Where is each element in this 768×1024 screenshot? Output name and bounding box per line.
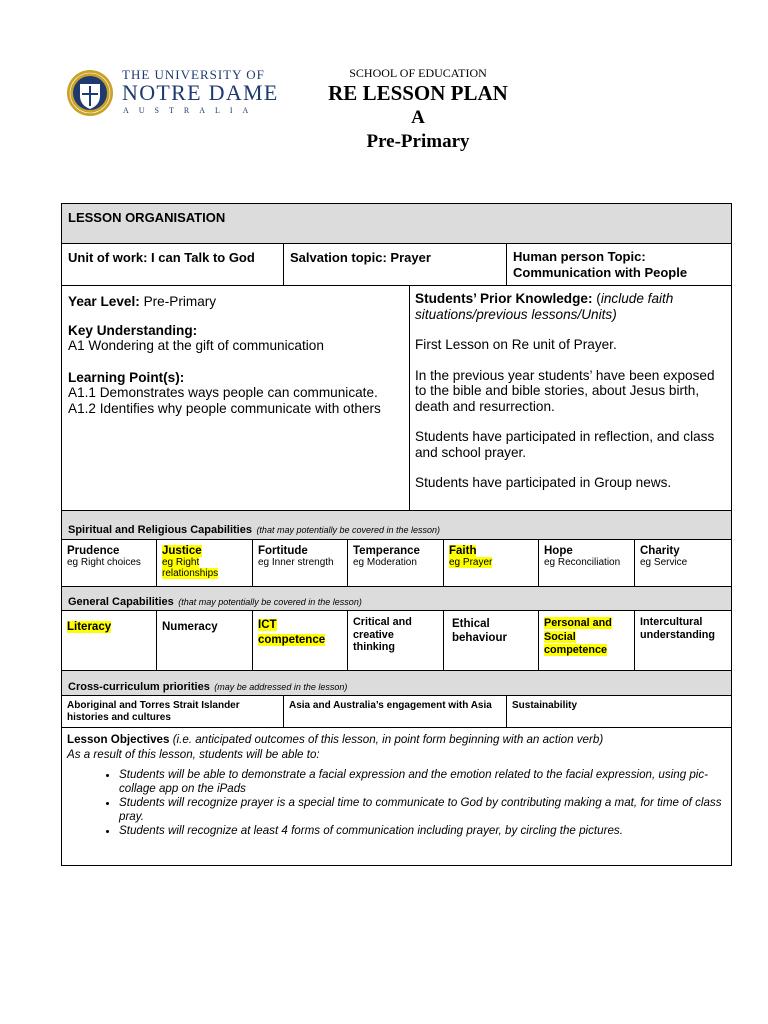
capability-example: eg Inner strength [258, 557, 334, 568]
learning-point: A1.1 Demonstrates ways people can communicate. [68, 385, 378, 400]
objective-item: • Students will recognize at least 4 forms of communication including prayer, by circling the pictures. [119, 824, 726, 838]
general-capability: ICT competence [258, 619, 326, 646]
learning-points-label: Learning Point(s): [68, 369, 185, 385]
priority-aboriginal [62, 696, 284, 728]
human-topic-label: Human person Topic: [513, 249, 646, 264]
objectives-intro: As a result of this lesson, students will be able to: [67, 747, 320, 761]
spiritual-capabilities-note: (that may potentially be covered in the lesson) [256, 525, 441, 535]
crest-icon [66, 64, 114, 122]
capability-example: eg Prayer [449, 557, 493, 568]
general-critical-thinking [348, 611, 444, 671]
cross-curriculum-note: (may be addressed in the lesson) [214, 682, 348, 692]
spiritual-capabilities-title: Spiritual and Religious Capabilities [68, 524, 252, 536]
logo-line-3: AUSTRALIA [123, 106, 259, 115]
plan-letter: A [411, 107, 425, 128]
prior-paragraph: First Lesson on Re unit of Prayer. [415, 337, 617, 352]
general-capability: Intercultural understanding [640, 616, 715, 641]
university-logo [66, 64, 281, 122]
cross-curriculum-header [62, 671, 731, 696]
priority-sustainability [507, 696, 731, 728]
general-personal-social [539, 611, 635, 671]
prior-knowledge-label: Students’ Prior Knowledge: [415, 291, 593, 306]
capability-name: Justice [162, 545, 202, 557]
logo-line-2: NOTRE DAME [122, 80, 279, 105]
capability-name: Prudence [67, 545, 120, 557]
general-capabilities-note: (that may potentially be covered in the lesson) [178, 597, 362, 607]
learning-details-cell [62, 286, 410, 511]
capability-fortitude [253, 540, 348, 587]
capability-charity [635, 540, 731, 587]
salvation-topic-cell [284, 244, 507, 286]
document-title: RE LESSON PLAN [328, 81, 508, 105]
capability-faith [444, 540, 539, 587]
capability-name: Faith [449, 545, 477, 557]
general-intercultural [635, 611, 731, 671]
prior-knowledge-note: situations/previous lessons/Units) [415, 306, 617, 322]
salvation-topic: Salvation topic: Prayer [290, 250, 431, 265]
year-level-value: Pre-Primary [139, 294, 217, 309]
capability-name: Fortitude [258, 545, 308, 557]
prior-paragraph: Students have participated in reflection, and class and school prayer. [415, 429, 715, 460]
capability-prudence [62, 540, 157, 587]
prior-paragraph: Students have participated in Group news. [415, 475, 672, 490]
logo-line-1: THE UNIVERSITY OF [122, 67, 265, 82]
objectives-label: Lesson Objectives [67, 733, 170, 746]
capability-example: eg Reconciliation [544, 557, 621, 568]
lesson-plan-table [61, 203, 732, 866]
capability-hope [539, 540, 635, 587]
priority-asia [284, 696, 507, 728]
year-level-label: Year Level: [68, 294, 140, 309]
key-understanding-value: A1 Wondering at the gift of communication [68, 338, 324, 353]
objectives-list [67, 768, 726, 838]
capability-name: Hope [544, 545, 573, 557]
general-capability: Critical and creative thinking [353, 616, 412, 653]
general-capability: Personal and Social competence [544, 617, 612, 656]
lesson-objectives-cell [62, 728, 731, 865]
objective-item: • Students will recognize prayer is a special time to communicate to God by contributing making a mat, for time of class pray. [119, 796, 726, 824]
prior-knowledge-note: include faith [600, 291, 674, 306]
prior-paragraph: In the previous year students’ have been exposed to the bible and bible stories, about Jesus birth, death and resurrection. [415, 367, 715, 414]
general-capability: Ethical behaviour [452, 618, 507, 644]
general-ethical-behaviour [444, 611, 539, 671]
spiritual-capabilities-header [62, 511, 731, 540]
capability-name: Charity [640, 545, 680, 557]
lesson-organisation-title: LESSON ORGANISATION [68, 210, 226, 225]
lesson-organisation-header [62, 204, 731, 244]
capability-justice [157, 540, 253, 587]
prior-knowledge-cell [410, 286, 731, 511]
general-capabilities-title: General Capabilities [68, 596, 174, 608]
priority-item: Asia and Australia’s engagement with Asia [289, 700, 492, 711]
objective-item: • Students will be able to demonstrate a facial expression and the emotion related to the facial expression, using pic-collage app on the iPads [119, 768, 726, 796]
learning-point: A1.2 Identifies why people communicate with others [68, 400, 381, 416]
key-understanding-label: Key Understanding: [68, 322, 198, 338]
prior-knowledge-paren: ( [592, 291, 601, 306]
capability-example: eg Service [640, 557, 688, 568]
capability-example: eg Moderation [353, 557, 417, 568]
grade-level: Pre-Primary [366, 131, 470, 152]
unit-of-work-cell [62, 244, 284, 286]
human-topic-cell [507, 244, 731, 286]
cross-curriculum-title: Cross-curriculum priorities [68, 681, 210, 693]
capability-example: eg Right choices [67, 557, 141, 568]
objectives-note: (i.e. anticipated outcomes of this lesson, in point form beginning with an action verb) [172, 733, 604, 746]
capability-name: Temperance [353, 545, 420, 557]
general-ict [253, 611, 348, 671]
priority-item: Aboriginal and Torres Strait Islander histories and cultures [67, 700, 240, 723]
unit-of-work: Unit of work: I can Talk to God [68, 250, 255, 265]
general-capabilities-header [62, 587, 731, 611]
capability-temperance [348, 540, 444, 587]
priority-item: Sustainability [512, 700, 578, 711]
general-capability: Literacy [67, 621, 112, 633]
school-name: SCHOOL OF EDUCATION [349, 66, 487, 80]
general-capability: Numeracy [162, 621, 218, 633]
general-numeracy [157, 611, 253, 671]
general-literacy [62, 611, 157, 671]
human-topic-value: Communication with People [513, 265, 688, 280]
capability-example: eg Right relationships [162, 557, 219, 579]
